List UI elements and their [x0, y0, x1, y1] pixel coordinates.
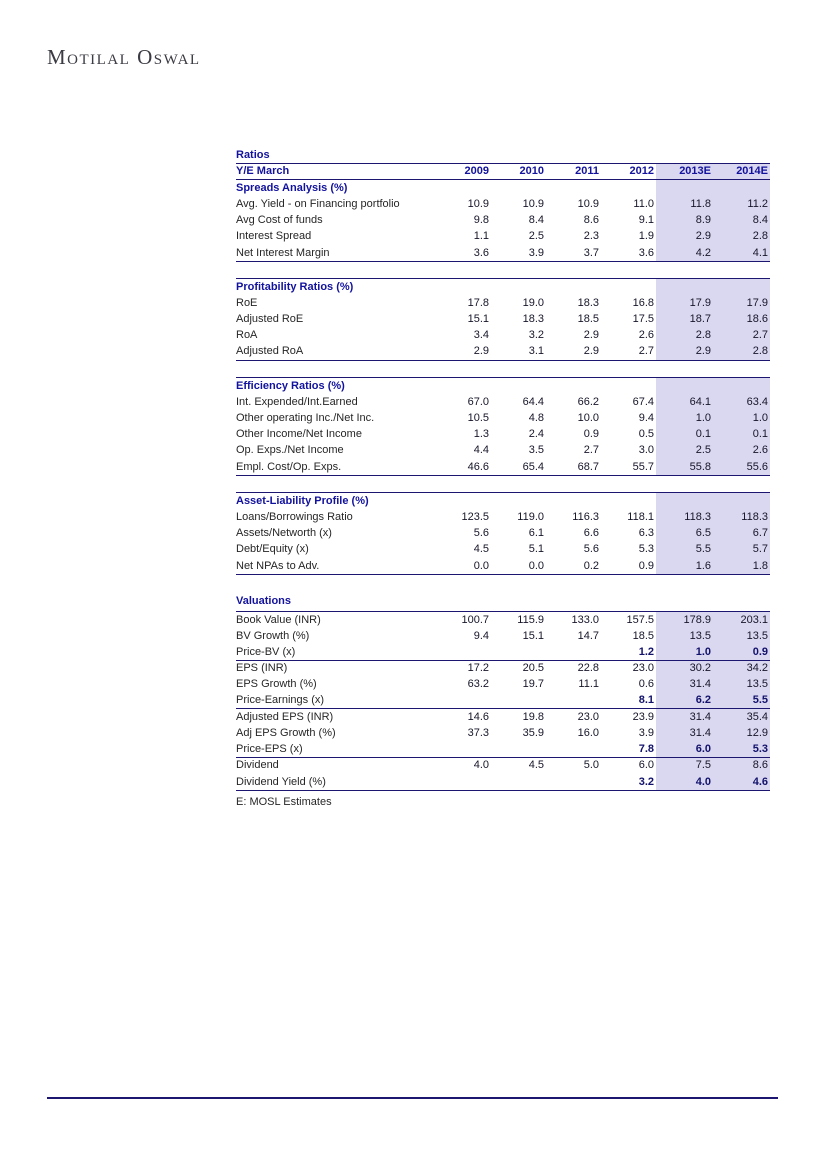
value-cell: 11.2 — [713, 196, 770, 212]
value-cell: 31.4 — [656, 725, 713, 741]
value-cell: 6.7 — [713, 526, 770, 542]
table-row — [236, 677, 770, 693]
value-cell: 31.4 — [656, 677, 713, 693]
value-cell: 55.8 — [656, 459, 713, 475]
value-cell — [546, 645, 601, 660]
value-cell: 18.3 — [577, 296, 599, 309]
value-cell — [436, 493, 491, 509]
value-cell: 18.5 — [632, 629, 654, 642]
value-cell: 6.2 — [656, 693, 713, 708]
row-label: Dividend — [236, 759, 279, 772]
value-cell: 63.2 — [467, 678, 489, 691]
row-label: RoA — [236, 329, 258, 342]
value-cell: 2013E — [656, 164, 713, 179]
table-section — [236, 278, 770, 361]
value-cell: 3.2 — [528, 329, 544, 342]
value-cell: 2.5 — [656, 443, 713, 459]
table-row — [236, 526, 770, 542]
table-row — [236, 628, 770, 644]
value-cell — [436, 742, 491, 757]
value-cell — [491, 493, 546, 509]
value-cell: 6.5 — [656, 526, 713, 542]
ratios-table — [236, 147, 770, 810]
value-cell: 4.5 — [528, 759, 544, 772]
value-cell — [546, 693, 601, 708]
table-section — [236, 492, 770, 575]
value-cell — [436, 645, 491, 660]
value-cell: 9.8 — [473, 214, 489, 227]
company-logo: Motilal Oswal — [47, 45, 201, 69]
value-cell: 17.2 — [467, 662, 489, 675]
value-cell: 203.1 — [713, 612, 770, 628]
value-cell: 17.9 — [713, 295, 770, 311]
value-cell: 8.6 — [583, 214, 599, 227]
table-row — [236, 459, 770, 475]
row-label: Avg. Yield - on Financing portfolio — [236, 197, 400, 210]
value-cell: 0.9 — [713, 645, 770, 660]
row-label: Adjusted EPS (INR) — [236, 710, 334, 723]
value-cell: 5.7 — [713, 542, 770, 558]
value-cell: 1.0 — [656, 410, 713, 426]
value-cell — [601, 378, 656, 394]
value-cell: 6.6 — [583, 527, 599, 540]
value-cell: 35.4 — [713, 709, 770, 725]
value-cell: 8.4 — [528, 214, 544, 227]
row-label: Int. Expended/Int.Earned — [236, 395, 358, 408]
value-cell: 10.9 — [577, 197, 599, 210]
row-label: Net Interest Margin — [236, 246, 330, 259]
value-cell: 64.1 — [656, 394, 713, 410]
row-label: Adj EPS Growth (%) — [236, 727, 336, 740]
value-cell: 4.4 — [473, 444, 489, 457]
value-cell: 6.0 — [638, 759, 654, 772]
value-cell: 1.2 — [638, 645, 654, 658]
ratios-table-sections — [236, 163, 770, 791]
table-row — [236, 709, 770, 725]
table-footnote: E: MOSL Estimates — [236, 796, 332, 809]
value-cell — [491, 279, 546, 295]
table-title: Ratios — [236, 149, 270, 161]
section-title: Valuations — [236, 595, 292, 608]
value-cell: 10.5 — [467, 412, 489, 425]
section-title: Profitability Ratios (%) — [236, 280, 354, 293]
value-cell: 116.3 — [572, 510, 599, 523]
value-cell — [601, 279, 656, 295]
row-label: Book Value (INR) — [236, 613, 321, 626]
value-cell: 15.1 — [522, 629, 544, 642]
row-label: Price-Earnings (x) — [236, 694, 325, 707]
row-label: Debt/Equity (x) — [236, 543, 309, 556]
section-title: Spreads Analysis (%) — [236, 181, 348, 194]
table-row — [236, 196, 770, 212]
value-cell: 2009 — [464, 165, 489, 178]
value-cell: 30.2 — [656, 661, 713, 677]
value-cell: 4.8 — [528, 412, 544, 425]
value-cell — [436, 180, 491, 196]
value-cell: 6.3 — [638, 527, 654, 540]
value-cell: 3.6 — [638, 246, 654, 259]
section-title-row — [236, 180, 770, 196]
value-cell: 0.0 — [473, 559, 489, 572]
row-label: Price-BV (x) — [236, 645, 296, 658]
value-cell: 1.0 — [713, 410, 770, 426]
table-header-row — [236, 164, 770, 180]
value-cell: 18.7 — [656, 312, 713, 328]
value-cell: 4.6 — [713, 774, 770, 790]
table-row — [236, 229, 770, 245]
value-cell: 12.9 — [713, 725, 770, 741]
table-row — [236, 645, 770, 661]
table-row — [236, 394, 770, 410]
value-cell: 14.7 — [577, 629, 599, 642]
row-label: Net NPAs to Adv. — [236, 559, 320, 572]
value-cell: 18.5 — [577, 313, 599, 326]
value-cell: 157.5 — [626, 613, 654, 626]
value-cell: 67.0 — [467, 395, 489, 408]
section-title-row — [236, 279, 770, 295]
value-cell — [656, 493, 713, 509]
value-cell: 65.4 — [522, 460, 544, 473]
row-label: Adjusted RoA — [236, 345, 304, 358]
value-cell: 11.8 — [656, 196, 713, 212]
value-cell: 64.4 — [522, 395, 544, 408]
row-label: Interest Spread — [236, 230, 312, 243]
value-cell: 2012 — [629, 165, 654, 178]
value-cell: 118.1 — [627, 510, 654, 523]
value-cell: 13.5 — [713, 628, 770, 644]
value-cell: 2.4 — [528, 428, 544, 441]
value-cell: 2.5 — [528, 230, 544, 243]
value-cell: 0.6 — [638, 678, 654, 691]
value-cell: 9.4 — [473, 629, 489, 642]
value-cell: 2.9 — [583, 329, 599, 342]
header-label: Y/E March — [236, 165, 290, 178]
row-label: Avg Cost of funds — [236, 214, 323, 227]
value-cell — [491, 742, 546, 757]
value-cell: 2.9 — [656, 229, 713, 245]
value-cell: 1.0 — [656, 645, 713, 660]
value-cell: 5.6 — [583, 543, 599, 556]
value-cell: 1.1 — [473, 230, 489, 243]
row-label: Dividend Yield (%) — [236, 775, 326, 788]
value-cell: 2010 — [519, 165, 544, 178]
value-cell: 8.9 — [656, 213, 713, 229]
value-cell: 5.5 — [656, 542, 713, 558]
value-cell: 2.7 — [638, 345, 654, 358]
value-cell: 13.5 — [713, 677, 770, 693]
row-label: Empl. Cost/Op. Exps. — [236, 460, 342, 473]
value-cell: 0.1 — [656, 427, 713, 443]
value-cell: 4.0 — [473, 759, 489, 772]
value-cell — [491, 774, 546, 790]
value-cell: 0.2 — [583, 559, 599, 572]
value-cell: 22.8 — [577, 662, 599, 675]
table-section — [236, 163, 770, 262]
row-label: EPS Growth (%) — [236, 678, 317, 691]
value-cell: 5.6 — [473, 527, 489, 540]
value-cell: 5.0 — [583, 759, 599, 772]
value-cell: 31.4 — [656, 709, 713, 725]
value-cell: 3.0 — [638, 444, 654, 457]
value-cell: 1.6 — [656, 558, 713, 574]
value-cell: 2.6 — [713, 443, 770, 459]
value-cell: 1.9 — [638, 230, 654, 243]
section-title: Efficiency Ratios (%) — [236, 379, 345, 392]
value-cell: 3.1 — [528, 345, 544, 358]
value-cell: 6.1 — [528, 527, 544, 540]
value-cell: 14.6 — [467, 710, 489, 723]
row-label: Adjusted RoE — [236, 313, 304, 326]
value-cell — [546, 279, 601, 295]
value-cell: 1.3 — [473, 428, 489, 441]
value-cell: 100.7 — [461, 613, 489, 626]
row-label: EPS (INR) — [236, 662, 288, 675]
table-row — [236, 295, 770, 311]
value-cell: 6.0 — [656, 742, 713, 757]
value-cell — [436, 378, 491, 394]
value-cell: 0.0 — [528, 559, 544, 572]
table-row — [236, 542, 770, 558]
value-cell: 119.0 — [517, 510, 544, 523]
value-cell — [546, 378, 601, 394]
value-cell: 5.5 — [713, 693, 770, 708]
value-cell: 17.5 — [632, 313, 654, 326]
value-cell: 5.3 — [638, 543, 654, 556]
table-row — [236, 328, 770, 344]
value-cell — [601, 493, 656, 509]
value-cell: 20.5 — [522, 662, 544, 675]
value-cell: 2.9 — [473, 345, 489, 358]
value-cell — [656, 279, 713, 295]
value-cell: 3.7 — [583, 246, 599, 259]
value-cell: 19.8 — [522, 710, 544, 723]
value-cell: 3.2 — [638, 775, 654, 788]
row-label: Op. Exps./Net Income — [236, 444, 344, 457]
value-cell: 5.3 — [713, 742, 770, 757]
value-cell: 118.3 — [656, 509, 713, 525]
row-label: Assets/Networth (x) — [236, 527, 332, 540]
value-cell — [546, 493, 601, 509]
value-cell: 2.8 — [656, 328, 713, 344]
row-label: Price-EPS (x) — [236, 742, 303, 755]
value-cell: 4.0 — [656, 774, 713, 790]
value-cell: 7.5 — [656, 758, 713, 774]
value-cell: 4.1 — [713, 245, 770, 261]
value-cell: 11.0 — [633, 197, 654, 210]
value-cell: 10.9 — [522, 197, 544, 210]
value-cell: 19.0 — [522, 296, 544, 309]
table-row — [236, 344, 770, 360]
row-label: RoE — [236, 296, 258, 309]
value-cell — [656, 378, 713, 394]
value-cell: 11.1 — [578, 678, 599, 691]
value-cell: 1.8 — [713, 558, 770, 574]
value-cell — [713, 279, 770, 295]
value-cell — [546, 774, 601, 790]
value-cell — [713, 378, 770, 394]
value-cell: 2.8 — [713, 344, 770, 360]
value-cell: 67.4 — [632, 395, 654, 408]
value-cell: 2014E — [713, 164, 770, 179]
table-row — [236, 427, 770, 443]
value-cell: 34.2 — [713, 661, 770, 677]
value-cell: 16.0 — [577, 727, 599, 740]
value-cell: 19.7 — [522, 678, 544, 691]
table-row — [236, 758, 770, 774]
value-cell — [546, 180, 601, 196]
table-row — [236, 612, 770, 628]
row-label: BV Growth (%) — [236, 629, 310, 642]
row-label: Loans/Borrowings Ratio — [236, 510, 353, 523]
value-cell: 68.7 — [577, 460, 599, 473]
value-cell: 0.9 — [583, 428, 599, 441]
value-cell: 46.6 — [467, 460, 489, 473]
value-cell: 35.9 — [522, 727, 544, 740]
row-label: Other operating Inc./Net Inc. — [236, 412, 375, 425]
value-cell: 2011 — [575, 165, 599, 178]
table-row — [236, 774, 770, 790]
value-cell: 37.3 — [467, 727, 489, 740]
value-cell: 23.0 — [632, 662, 654, 675]
value-cell: 115.9 — [517, 613, 544, 626]
value-cell: 2.9 — [583, 345, 599, 358]
value-cell — [601, 180, 656, 196]
value-cell: 10.9 — [467, 197, 489, 210]
value-cell: 23.9 — [632, 710, 654, 723]
value-cell — [436, 279, 491, 295]
value-cell: 0.5 — [638, 428, 654, 441]
value-cell — [491, 693, 546, 708]
value-cell: 4.5 — [473, 543, 489, 556]
value-cell — [546, 742, 601, 757]
value-cell: 2.7 — [713, 328, 770, 344]
section-title-row — [236, 378, 770, 394]
value-cell: 55.7 — [632, 460, 654, 473]
value-cell — [713, 493, 770, 509]
value-cell: 63.4 — [713, 394, 770, 410]
value-cell: 23.0 — [577, 710, 599, 723]
value-cell: 9.1 — [638, 214, 654, 227]
value-cell: 8.4 — [713, 213, 770, 229]
value-cell — [713, 180, 770, 196]
value-cell: 2.3 — [583, 230, 599, 243]
value-cell: 3.6 — [473, 246, 489, 259]
value-cell: 13.5 — [656, 628, 713, 644]
table-row — [236, 312, 770, 328]
section-title-row — [236, 493, 770, 509]
value-cell — [436, 774, 491, 790]
value-cell: 66.2 — [577, 395, 599, 408]
value-cell: 9.4 — [638, 412, 654, 425]
value-cell: 2.8 — [713, 229, 770, 245]
value-cell: 8.6 — [713, 758, 770, 774]
table-row — [236, 693, 770, 709]
value-cell: 178.9 — [656, 612, 713, 628]
footer-divider — [47, 1097, 778, 1099]
value-cell — [491, 645, 546, 660]
value-cell: 4.2 — [656, 245, 713, 261]
value-cell: 133.0 — [571, 613, 599, 626]
value-cell: 3.4 — [473, 329, 489, 342]
value-cell: 15.1 — [467, 313, 489, 326]
table-section — [236, 377, 770, 476]
table-row — [236, 410, 770, 426]
table-row — [236, 742, 770, 758]
value-cell: 55.6 — [713, 459, 770, 475]
value-cell: 0.1 — [713, 427, 770, 443]
table-row — [236, 558, 770, 574]
table-row — [236, 443, 770, 459]
value-cell: 2.9 — [656, 344, 713, 360]
value-cell: 3.5 — [528, 444, 544, 457]
value-cell: 2.7 — [583, 444, 599, 457]
row-label: Other Income/Net Income — [236, 428, 362, 441]
table-row — [236, 661, 770, 677]
value-cell: 0.9 — [638, 559, 654, 572]
table-row — [236, 725, 770, 741]
value-cell: 18.6 — [713, 312, 770, 328]
value-cell: 3.9 — [528, 246, 544, 259]
value-cell — [491, 378, 546, 394]
table-row — [236, 509, 770, 525]
table-row — [236, 245, 770, 261]
value-cell: 10.0 — [577, 412, 599, 425]
table-section — [236, 611, 770, 791]
value-cell: 18.3 — [522, 313, 544, 326]
value-cell: 2.6 — [638, 329, 654, 342]
value-cell: 16.8 — [632, 296, 654, 309]
value-cell: 8.1 — [638, 694, 654, 707]
table-row — [236, 213, 770, 229]
value-cell: 123.5 — [461, 510, 489, 523]
section-title: Asset-Liability Profile (%) — [236, 494, 369, 507]
value-cell: 3.9 — [638, 727, 654, 740]
value-cell: 118.3 — [713, 509, 770, 525]
value-cell: 7.8 — [638, 742, 654, 755]
value-cell — [656, 180, 713, 196]
value-cell: 5.1 — [528, 543, 544, 556]
value-cell — [436, 693, 491, 708]
value-cell: 17.9 — [656, 295, 713, 311]
value-cell — [491, 180, 546, 196]
value-cell: 17.8 — [467, 296, 489, 309]
